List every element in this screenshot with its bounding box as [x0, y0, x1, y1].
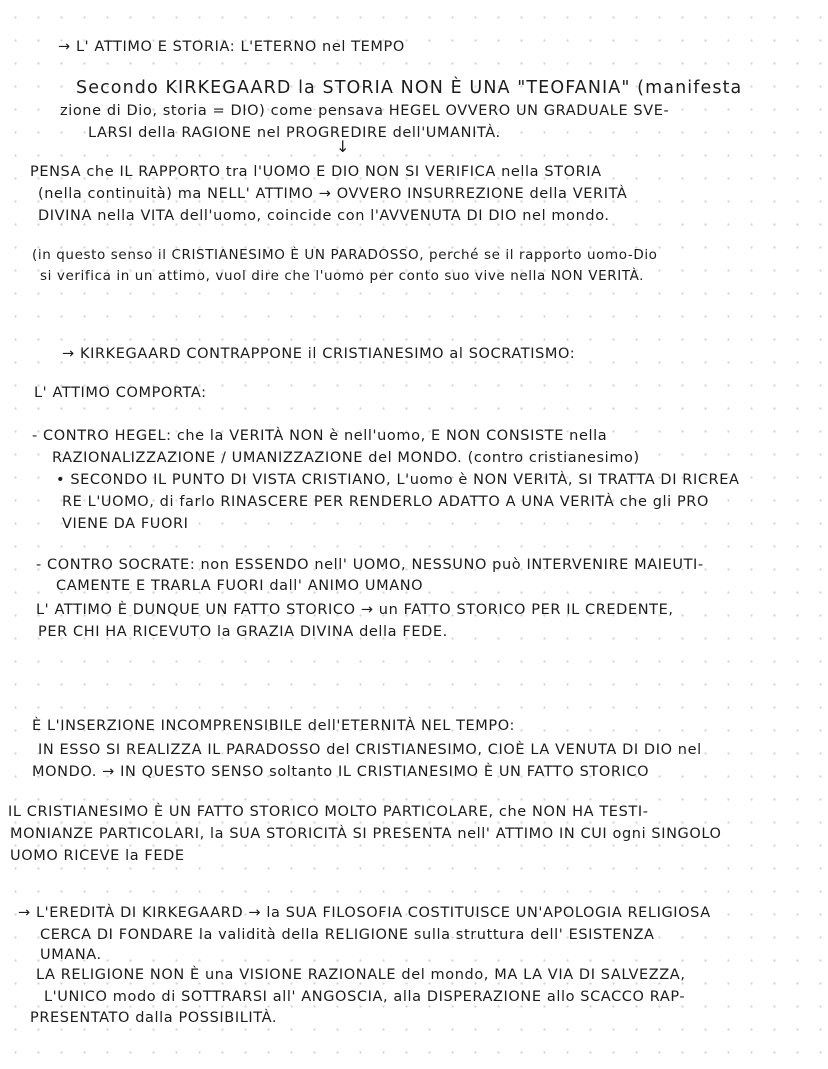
section-title-attimo-storia: → L' ATTIMO E STORIA: L'ETERNO nel TEMPO [58, 39, 405, 55]
eredita-line-3: UMANA. [40, 947, 102, 963]
fatto-storico-line-1: L' ATTIMO È DUNQUE UN FATTO STORICO → un FATTO STORICO PER IL CREDENTE, [36, 602, 674, 618]
paradox-line-2: si verifica in un attimo, vuol dire che l'uomo per conto suo vive nella NON VERITÀ. [40, 268, 645, 284]
religione-line-2: L'UNICO modo di SOTTRARSI all' ANGOSCIA, alla DISPERAZIONE allo SCACCO RAP- [44, 989, 686, 1005]
hegel-history-line-1: Secondo KIRKEGAARD la STORIA NON È UNA "TEOFANIA" (manifesta [76, 78, 743, 98]
eredita-line-1: → L'EREDITÀ DI KIRKEGAARD → la SUA FILOSOFIA COSTITUISCE UN'APOLOGIA RELIGIOSA [18, 905, 711, 921]
attimo-comporta-heading: L' ATTIMO COMPORTA: [34, 385, 207, 401]
section-title-socratismo: → KIRKEGAARD CONTRAPPONE il CRISTIANESIMO al SOCRATISMO: [62, 346, 576, 362]
storico-particolare-line-1: IL CRISTIANESIMO È UN FATTO STORICO MOLTO PARTICOLARE, che NON HA TESTI- [8, 804, 649, 820]
hegel-history-line-2: zione di Dio, storia = DIO) come pensava HEGEL OVVERO UN GRADUALE SVE- [60, 103, 670, 119]
contro-hegel-line-1: - CONTRO HEGEL: che la VERITÀ NON è nell'uomo, E NON CONSISTE nella [32, 428, 608, 444]
inserzione-line-1: È L'INSERZIONE INCOMPRENSIBILE dell'ETERNITÀ NEL TEMPO: [32, 718, 516, 734]
fatto-storico-line-2: PER CHI HA RICEVUTO la GRAZIA DIVINA della FEDE. [38, 624, 448, 640]
storico-particolare-line-3: UOMO RICEVE la FEDE [10, 848, 185, 864]
contro-hegel-line-5: VIENE DA FUORI [62, 516, 189, 532]
arrow-down-icon: ↓ [336, 137, 350, 156]
relationship-line-3: DIVINA nella VITA dell'uomo, coincide con l'AVVENUTA DI DIO nel mondo. [38, 208, 610, 224]
inserzione-line-2: IN ESSO SI REALIZZA IL PARADOSSO del CRISTIANESIMO, CIOÈ LA VENUTA DI DIO nel [38, 742, 702, 758]
storico-particolare-line-2: MONIANZE PARTICOLARI, la SUA STORICITÀ SI PRESENTA nell' ATTIMO IN CUI ogni SINGOLO [10, 826, 722, 842]
inserzione-line-3: MONDO. → IN QUESTO SENSO soltanto IL CRISTIANESIMO È UN FATTO STORICO [32, 764, 650, 780]
contro-socrate-line-2: CAMENTE E TRARLA FUORI dall' ANIMO UMANO [56, 578, 424, 594]
hegel-history-line-3: LARSI della RAGIONE nel PROGREDIRE dell'UMANITÀ. [88, 125, 501, 141]
contro-socrate-line-1: - CONTRO SOCRATE: non ESSENDO nell' UOMO, NESSUNO può INTERVENIRE MAIEUTI- [36, 557, 704, 573]
eredita-line-2: CERCA DI FONDARE la validità della RELIGIONE sulla struttura dell' ESISTENZA [40, 927, 655, 943]
contro-hegel-line-3: • SECONDO IL PUNTO DI VISTA CRISTIANO, L'uomo è NON VERITÀ, SI TRATTA DI RICREA [56, 472, 740, 488]
relationship-line-1: PENSA che IL RAPPORTO tra l'UOMO E DIO NON SI VERIFICA nella STORIA [30, 164, 602, 180]
contro-hegel-line-4: RE L'UOMO, di farlo RINASCERE PER RENDERLO ADATTO A UNA VERITÀ che gli PRO [62, 494, 709, 510]
religione-line-3: PRESENTATO dalla POSSIBILITÀ. [30, 1010, 278, 1026]
relationship-line-2: (nella continuità) ma NELL' ATTIMO → OVVERO INSURREZIONE della VERITÀ [38, 186, 628, 202]
paradox-line-1: (in questo senso il CRISTIANESIMO È UN PARADOSSO, perché se il rapporto uomo-Dio [32, 247, 658, 263]
religione-line-1: LA RELIGIONE NON È una VISIONE RAZIONALE del mondo, MA LA VIA DI SALVEZZA, [36, 967, 686, 983]
contro-hegel-line-2: RAZIONALIZZAZIONE / UMANIZZAZIONE del MONDO. (contro cristianesimo) [52, 450, 640, 466]
